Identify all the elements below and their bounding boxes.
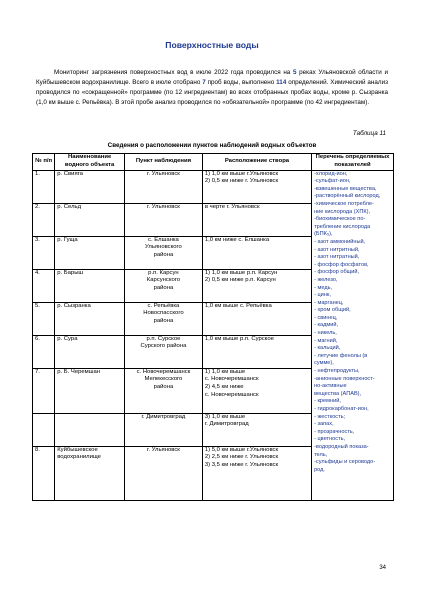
cell-number: 4. [33,269,55,302]
header-location: Расположение створа [202,154,311,171]
cell-water-object: р. Сура [55,335,125,368]
cell-water-object: р. Б. Черемшан [55,368,125,413]
cell-number: 3. [33,236,55,269]
cell-number [33,413,55,446]
cell-location: 1,0 км выше р.п. Сурское [202,335,311,368]
cell-observation-point: р.п. Карсун Карсунского района [125,269,203,302]
cell-location: 1,0 км ниже с. Елшанка [202,236,311,269]
parameter-item: - кадмий, [314,322,339,329]
determinations-count: 114 [276,79,287,86]
rivers-count: 5 [292,69,297,76]
header-observation-point: Пункт наблюдения [125,154,203,171]
parameter-item: - азот нитратный, [314,254,360,261]
cell-location: в черте г. Ульяновск [202,203,311,236]
cell-number: 1. [33,170,55,203]
parameter-item: - азот нитритный, [314,246,360,253]
parameter-item: -химическое потребле- [314,200,374,207]
parameter-item: - никель, [314,330,337,337]
cell-location: 1,0 км выше с. Репьёвка [202,302,311,335]
cell-observation-point: г. Ульяновск [125,170,203,203]
parameter-item: - цветность, [314,436,346,443]
parameter-item: -анионные поверхност- [314,375,375,382]
intro-text-4: определений. Химический анализ проводился по «сокращенной» программе (по 12 ингредиентам) во всех отобранных пробах воды, кроме р. Сызранка (1,0 км выше с. Репьёвка). В этой пробе анализ проводился по «обязательной» программе (по 42 ингредиентам). [36,79,388,106]
cell-observation-point: р.п. Сурское Сурского района [125,335,203,368]
cell-number: 6. [33,335,55,368]
cell-location: 1) 1,0 км выше р.п. Карсун 2) 0,5 км ниже р.п. Карсун [202,269,311,302]
page-title: Поверхностные воды [165,40,259,50]
parameter-item: - фосфор общий, [314,269,360,276]
parameter-item: - кальций, [314,345,341,352]
parameter-item: -хлорид-ион, [314,170,348,177]
parameter-item: - железо, [314,276,338,283]
parameter-item: но-активные [314,383,347,390]
parameter-item: -водородный показа- [314,443,369,450]
parameter-item: -взвешенные вещества, [314,185,377,192]
parameter-item: -растворённый кислород, [314,193,381,200]
cell-water-object: р. Барыш [55,269,125,302]
parameter-item: - марганец, [314,299,344,306]
parameter-item: - прозрачность, [314,428,355,435]
cell-observation-point: с. Репьёвка Новоспасского района [125,302,203,335]
cell-water-object: р. Сызранка [55,302,125,335]
parameter-item: - фосфор фосфатов, [314,261,369,268]
intro-paragraph [36,68,388,108]
parameter-item: ние кислорода (ХПК), [314,208,371,215]
parameter-item: вещества (АПАВ), [314,390,362,397]
intro-text-3: проб воды, выполнено [205,79,277,86]
table-number: Таблица 11 [352,130,386,137]
cell-parameters-list [312,170,394,500]
parameter-item: - летучие фенолы (в [314,352,368,359]
parameter-item: род. [314,466,325,473]
cell-location: 1) 1,0 км выше г.Ульяновск 2) 0,5 км ниже г. Ульяновск [202,170,311,203]
parameter-item: - магний, [314,337,338,344]
parameter-item: - азот аммонийный, [314,238,366,245]
intro-text-1: Мониторинг загрязнения поверхностных вод в июле 2022 года проводился на [54,69,293,76]
parameter-item: -биохимическое по- [314,216,366,223]
cell-location: 3) 1,0 км выше г. Димитровград [202,413,311,446]
header-number: № п/п [33,154,55,171]
cell-water-object: р. Гуща [55,236,125,269]
observation-points-table [32,153,394,501]
table-row [33,170,394,203]
header-parameters: Перечень определяемых показателей [312,154,394,171]
parameter-item: - запах, [314,421,334,428]
table-header-row [33,154,394,171]
cell-number: 5. [33,302,55,335]
cell-observation-point: г. Димитровград [125,413,203,446]
cell-location: 1) 5,0 км выше г.Ульяновск 2) 2,5 км ниже г. Ульяновск 3) 3,5 км ниже г. Ульяновск [202,446,311,500]
parameter-item: требление кислорода [314,223,371,230]
cell-water-object: р. Свияга [55,170,125,203]
cell-water-object: р. Сельд [55,203,125,236]
table-caption: Сведения о расположении пунктов наблюдений водных объектов [107,142,317,149]
parameter-item: - кремний, [314,398,341,405]
samples-count: 7 [202,79,206,86]
parameter-item: сумме), [314,360,334,367]
parameter-item: - нефтепродукты, [314,368,360,375]
cell-observation-point: г. Ульяновск [125,203,203,236]
cell-observation-point: г. Ульяновск [125,446,203,500]
cell-number: 8. [33,446,55,500]
parameter-item: (БПК₅), [314,231,333,238]
parameter-item: -сульфат-ион, [314,178,351,185]
intro-text-2: реках Ульяновской области и Куйбышевском водохранилище. Всего в июле отобрано [36,69,388,86]
cell-number: 2. [33,203,55,236]
parameter-item: - гидрокарбонат-ион, [314,406,369,412]
header-water-object: Наименование водного объекта [55,154,125,171]
parameter-item: - цинк, [314,292,331,299]
cell-water-object [55,413,125,446]
cell-number: 7. [33,368,55,413]
parameter-item: тель, [314,451,328,458]
page-number: 34 [379,565,386,571]
cell-observation-point: с. Елшанка Ульяновского района [125,236,203,269]
parameter-item: - медь, [314,284,333,291]
parameter-item: - хром общий, [314,307,351,314]
cell-location: 1) 1,0 км выше с. Новочеремшанск 2) 4,5 км ниже с. Новочеремшанск [202,368,311,413]
parameter-item: - жесткость; [314,413,346,420]
cell-water-object: Куйбышевское водохранилище [55,446,125,500]
cell-observation-point: с. Новочеремшанск Мелекесского района [125,368,203,413]
parameter-item: - свинец, [314,314,338,321]
parameter-item: -сульфиды и сероводо- [314,459,376,466]
